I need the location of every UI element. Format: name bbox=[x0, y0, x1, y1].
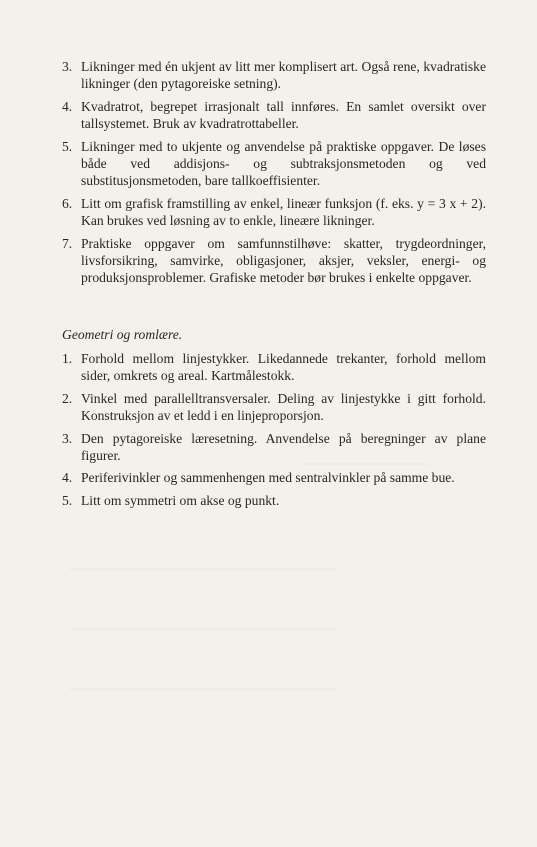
item-text: Likninger med to ukjente og anvendelse på praktiske oppgaver. De løses både ved addisjons- og subtraksjonsmetoden og ved substitusjonsmetoden, bare tallkoeffisienter. bbox=[81, 138, 486, 189]
bleed-through-text: ───────────────────────────── bbox=[70, 621, 338, 636]
item-text: Likninger med én ukjent av litt mer komplisert art. Også rene, kvadratiske likninger (den pytagoreiske setning). bbox=[81, 59, 486, 92]
item-number: 5. bbox=[62, 138, 73, 154]
bleed-through-text: ───────────────────────────── bbox=[70, 561, 338, 576]
item-text: Vinkel med parallelltransversaler. Deling av linjestykke i gitt forhold. Konstruksjon av et ledd i en linjeproporsjon. bbox=[81, 390, 486, 424]
list-item bbox=[62, 58, 486, 93]
item-number: 6. bbox=[62, 195, 73, 211]
item-text: Litt om symmetri om akse og punkt. bbox=[81, 492, 280, 508]
item-text: Periferivinkler og sammenhengen med sentralvinkler på samme bue. bbox=[81, 470, 455, 486]
list-item bbox=[62, 469, 486, 486]
list-item bbox=[62, 430, 486, 465]
bleed-through-text: ────────────── bbox=[300, 456, 429, 471]
item-number: 3. bbox=[62, 59, 73, 74]
numbered-list-arithmetic bbox=[62, 58, 486, 292]
item-number: 1. bbox=[62, 351, 73, 366]
list-item bbox=[62, 195, 486, 230]
section-heading: Geometri og romlære. bbox=[62, 327, 183, 342]
item-number: 3. bbox=[62, 430, 73, 446]
item-text: Forhold mellom linjestykker. Likedannede trekanter, forhold mellom sider, omkrets og areal. Kartmålestokk. bbox=[81, 351, 486, 384]
numbered-list-geometry bbox=[62, 350, 486, 514]
item-number: 4. bbox=[62, 470, 73, 486]
list-item bbox=[62, 98, 486, 133]
list-item bbox=[62, 492, 486, 509]
item-text: Praktiske oppgaver om samfunnstilhøve: skatter, trygdeordninger, livsforsikring, samvirke, obligasjoner, aksjer, veksler, energi- og produksjonsproblemer. Grafiske metoder bør brukes i enkelte oppgaver. bbox=[81, 235, 486, 286]
bleed-through-text: ───────────────────────────── bbox=[70, 681, 338, 696]
item-text: Kvadratrot, begrepet irrasjonalt tall innføres. En samlet oversikt over tallsystemet. Bruk av kvadratrottabeller. bbox=[81, 98, 486, 132]
item-text: Den pytagoreiske læresetning. Anvendelse på beregninger av plane figurer. bbox=[81, 430, 486, 464]
list-item bbox=[62, 350, 486, 385]
item-number: 4. bbox=[62, 98, 73, 114]
list-item bbox=[62, 235, 486, 287]
item-number: 2. bbox=[62, 390, 73, 406]
item-text: Litt om grafisk framstilling av enkel, lineær funksjon (f. eks. y = 3 x + 2). Kan brukes ved løsning av to enkle, lineære likninger. bbox=[81, 195, 486, 229]
item-number: 5. bbox=[62, 492, 73, 508]
list-item bbox=[62, 390, 486, 425]
item-number: 7. bbox=[62, 235, 73, 251]
list-item bbox=[62, 138, 486, 190]
